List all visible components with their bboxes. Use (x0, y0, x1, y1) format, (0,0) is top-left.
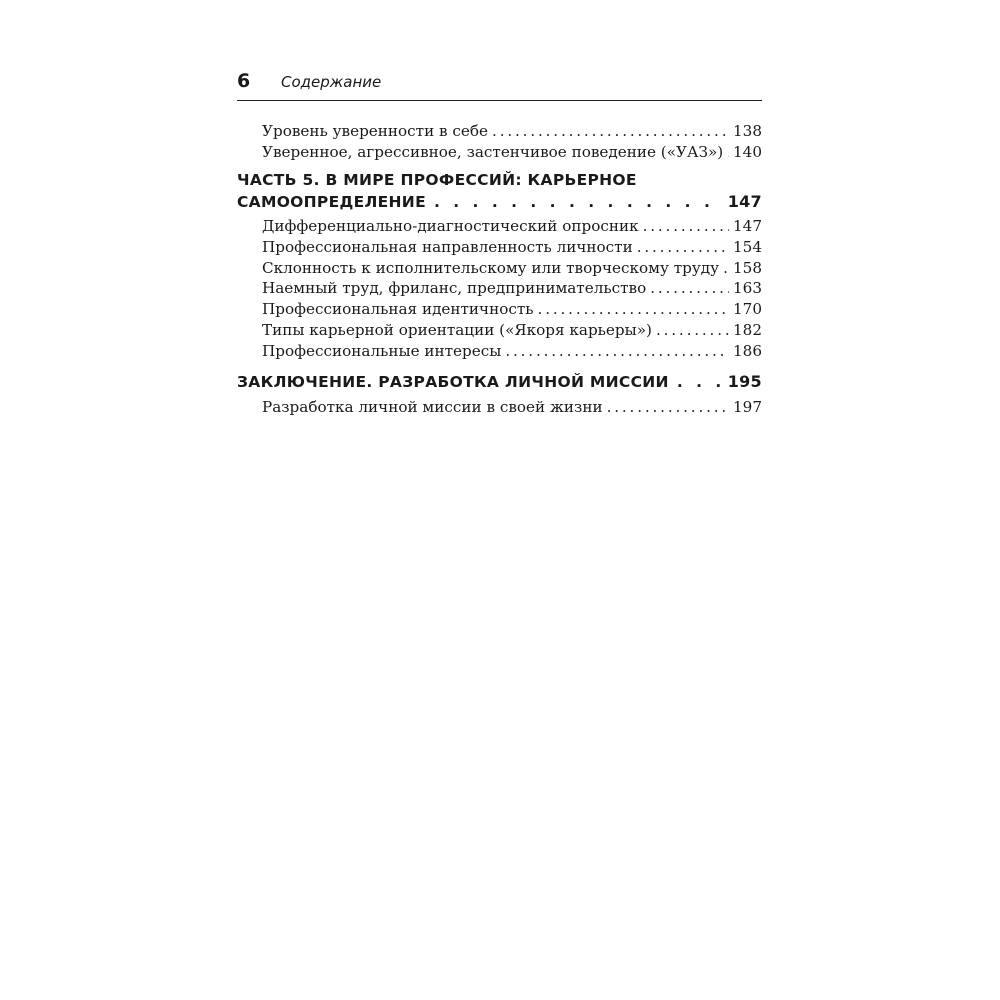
part-title-line2-row (237, 191, 762, 212)
toc-entry-page: 182 (733, 320, 762, 339)
toc-entry-page: 186 (733, 341, 762, 360)
conclusion-page: 195 (727, 372, 762, 392)
part-title-line2: САМООПРЕДЕЛЕНИЕ (237, 193, 426, 212)
table-of-contents (237, 121, 762, 418)
toc-entry-title: Разработка личной миссии в своей жизни (262, 398, 603, 417)
dot-leader (607, 397, 729, 418)
toc-entry-title: Наемный труд, фриланс, предпринимательство (262, 279, 647, 298)
toc-entry-page: 147 (733, 217, 762, 236)
dot-leader (505, 341, 729, 362)
toc-conclusion-heading[interactable] (237, 371, 762, 392)
dot-leader (637, 237, 729, 258)
toc-entry-title: Профессиональные интересы (262, 341, 502, 360)
toc-entry-page: 140 (733, 142, 762, 161)
toc-entry-title: Дифференциально-диагностический опросник (262, 217, 639, 236)
toc-entry-page: 158 (733, 258, 762, 277)
dot-leader (434, 192, 720, 213)
dot-leader (650, 278, 729, 299)
dot-leader (723, 258, 729, 279)
toc-page (237, 70, 762, 418)
toc-entry[interactable] (237, 299, 762, 320)
section-name: Содержание (281, 73, 382, 91)
dot-leader (656, 320, 729, 341)
toc-entry[interactable] (237, 121, 762, 142)
toc-entry[interactable] (237, 258, 762, 279)
toc-part-heading[interactable] (237, 170, 762, 212)
dot-leader (677, 372, 720, 393)
toc-entry-title: Уровень уверенности в себе (262, 122, 489, 140)
toc-entry-page: 197 (733, 398, 762, 417)
dot-leader (727, 142, 729, 163)
conclusion-title: ЗАКЛЮЧЕНИЕ. РАЗРАБОТКА ЛИЧНОЙ МИССИИ (237, 373, 669, 392)
part-page: 147 (727, 192, 762, 212)
toc-entry[interactable] (237, 397, 762, 418)
dot-leader (643, 216, 729, 237)
toc-entry[interactable] (237, 216, 762, 237)
toc-entry-title: Профессиональная идентичность (262, 300, 534, 319)
toc-entry-title: Профессиональная направленность личности (262, 238, 633, 257)
toc-entry[interactable] (237, 278, 762, 299)
running-head (237, 70, 762, 101)
toc-entry-title: Уверенное, агрессивное, застенчивое поведение («УАЗ») (262, 142, 724, 161)
toc-entry-page: 163 (733, 279, 762, 298)
toc-entry[interactable] (237, 142, 762, 163)
toc-entry-page: 154 (733, 238, 762, 257)
dot-leader (492, 121, 729, 142)
toc-entry-title: Склонность к исполнительскому или творческому труду (262, 258, 720, 277)
toc-entry[interactable] (237, 237, 762, 258)
dot-leader (538, 299, 729, 320)
toc-entry[interactable] (237, 320, 762, 341)
toc-entry-page: 170 (733, 300, 762, 319)
page-number: 6 (237, 70, 251, 92)
toc-entry[interactable] (237, 341, 762, 362)
part-title-line1: ЧАСТЬ 5. В МИРЕ ПРОФЕССИЙ: КАРЬЕРНОЕ (237, 171, 637, 190)
toc-entry-title: Типы карьерной ориентации («Якоря карьеры») (262, 320, 652, 339)
toc-entry-page: 138 (733, 122, 762, 140)
